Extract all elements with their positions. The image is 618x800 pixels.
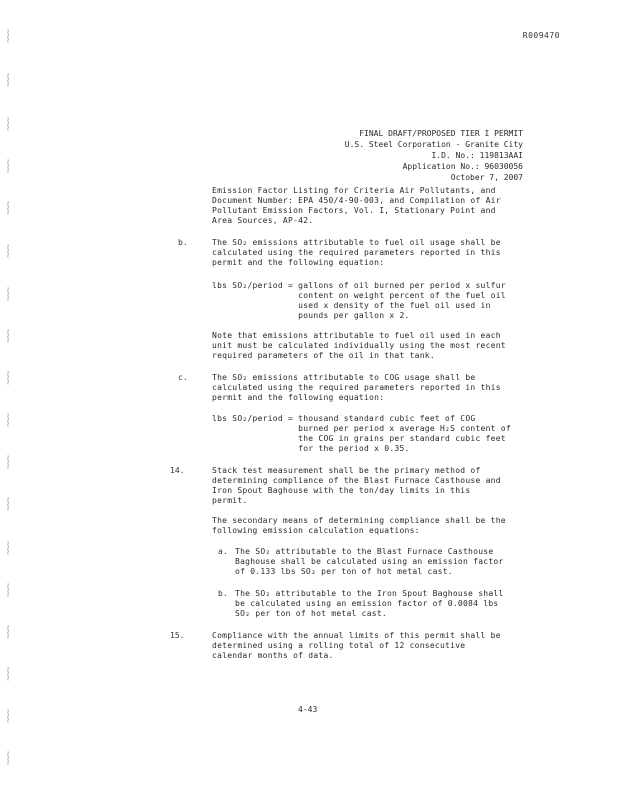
application-number: Application No.: 96030056 [402,162,523,171]
margin-mark: ~~~ [4,583,14,597]
margin-mark: ~~~ [4,117,14,131]
text-line: determining compliance of the Blast Furnace Casthouse and [212,476,501,485]
text-line: Note that emissions attributable to fuel oil used in each [212,331,501,340]
text-line: The SO₂ emissions attributable to COG usage shall be [212,373,476,382]
item-number: c. [178,373,188,382]
text-line: The SO₂ emissions attributable to fuel oil usage shall be [212,238,501,247]
text-line: unit must be calculated individually using the most recent [212,341,506,350]
margin-mark: ~~~ [4,159,14,173]
subitem-number: a. [218,547,228,556]
text-line: The secondary means of determining compliance shall be the [212,516,506,525]
item-number: 14. [170,466,185,475]
margin-mark: ~~~ [4,541,14,555]
margin-mark: ~~~ [4,73,14,87]
text-line: The SO₂ attributable to the Iron Spout Baghouse shall [235,589,504,598]
margin-mark: ~~~ [4,287,14,301]
subitem-number: b. [218,589,228,598]
margin-mark: ~~~ [4,455,14,469]
equation-line: pounds per gallon x 2. [212,311,410,320]
text-line: Pollutant Emission Factors, Vol. I, Stationary Point and [212,206,496,215]
equation-line: lbs SO₂/period = thousand standard cubic feet of COG [212,414,476,423]
equation-line: used x density of the fuel oil used in [212,301,491,310]
text-line: permit and the following equation: [212,258,385,267]
text-line: Area Sources, AP-42. [212,216,314,225]
text-line: Document Number: EPA 450/4-90-003, and Compilation of Air [212,196,501,205]
text-line: SO₂ per ton of hot metal cast. [235,609,387,618]
text-line: calculated using the required parameters reported in this [212,383,501,392]
permit-title: FINAL DRAFT/PROPOSED TIER I PERMIT [359,129,523,138]
text-line: Iron Spout Baghouse with the ton/day limits in this [212,486,471,495]
margin-mark: ~~~ [4,413,14,427]
margin-mark: ~~~ [4,751,14,765]
text-line: permit and the following equation: [212,393,385,402]
equation-line: the COG in grains per standard cubic feet [212,434,506,443]
permit-date: October 7, 2007 [450,173,523,182]
text-line: Compliance with the annual limits of this permit shall be [212,631,501,640]
margin-mark: ~~~ [4,371,14,385]
equation-line: for the period x 0.35. [212,444,410,453]
text-line: The SO₂ attributable to the Blast Furnace Casthouse [235,547,494,556]
text-line: determined using a rolling total of 12 consecutive [212,641,466,650]
margin-mark: ~~~ [4,244,14,258]
text-line: of 0.133 lbs SO₂ per ton of hot metal cast. [235,567,453,576]
text-line: Baghouse shall be calculated using an emission factor [235,557,504,566]
text-line: be calculated using an emission factor of 0.0084 lbs [235,599,499,608]
id-number: I.D. No.: 119813AAI [431,151,523,160]
margin-mark: ~~~ [4,625,14,639]
text-line: Emission Factor Listing for Criteria Air Pollutants, and [212,186,496,195]
margin-mark: ~~~ [4,201,14,215]
equation-line: lbs SO₂/period = gallons of oil burned per period x sulfur [212,281,506,290]
text-line: following emission calculation equations: [212,526,420,535]
text-line: calendar months of data. [212,651,334,660]
text-line: Stack test measurement shall be the primary method of [212,466,481,475]
margin-mark: ~~~ [4,29,14,43]
equation-line: burned per period x average H₂S content of [212,424,511,433]
margin-mark: ~~~ [4,667,14,681]
text-line: required parameters of the oil in that tank. [212,351,435,360]
text-line: calculated using the required parameters reported in this [212,248,501,257]
equation-line: content on weight percent of the fuel oil [212,291,506,300]
text-line: permit. [212,496,248,505]
item-number: 15. [170,631,185,640]
company-name: U.S. Steel Corporation - Granite City [344,140,523,149]
margin-mark: ~~~ [4,497,14,511]
margin-mark: ~~~ [4,329,14,343]
document-id: R009470 [522,31,560,40]
item-number: b. [178,238,188,247]
margin-mark: ~~~ [4,709,14,723]
page-number: 4-43 [298,705,318,714]
